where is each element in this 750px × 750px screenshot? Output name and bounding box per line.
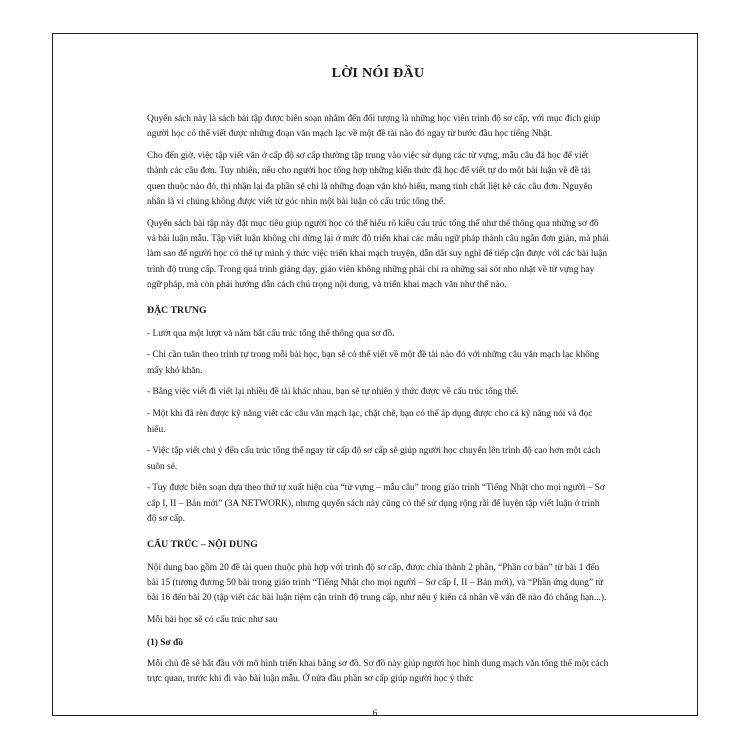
intro-paragraph-1: Quyển sách này là sách bài tập được biên soạn nhằm đến đối tượng là những học viên trình độ sơ cấp, với mục đích giúp người học có thể viết được những đoạn văn mạch lạc về một đề tài nào đó ngay từ bước đầu học tiếng Nhật. <box>147 114 601 140</box>
intro-paragraph-2: Cho đến giờ, việc tập viết văn ở cấp độ sơ cấp thường tập trung vào việc sử dụng các từ vựng, mẫu câu đã học để viết thành các câu đơn. Tuy nhiên, nếu cho người học tổng hợp những kiến thức đã học để viết tự do một bài luận về đề tài quen thuộc nào đó, thì nhận lại đa phần sẽ chỉ là những đoạn văn khó hiểu, mang tính chất liệt kê các câu đơn. Nguyên nhân là vì chúng không được viết từ góc nhìn một bài luận có cấu trúc tổng thể. <box>147 151 593 207</box>
structure-note: Mỗi bài học sẽ có cấu trúc như sau <box>147 615 278 626</box>
page-content <box>147 66 609 694</box>
section-1-paragraph: Mỗi chủ đề sẽ bắt đầu với mô hình triển khai bằng sơ đồ. Sơ đồ này giúp người học hình dung mạch văn tổng thể một cách trực quan, trước khi đi vào bài luận mẫu. Ở nửa đầu phần sơ cấp giúp người học ý thức <box>147 658 609 684</box>
intro-paragraph-3: Quyển sách bài tập này đặt mục tiêu giúp người học có thể hiểu rõ kiểu cấu trúc tổng thể như thế thông qua những sơ đồ và bài luận mẫu. Tập viết luận không chỉ dừng lại ở mức độ triển khai các mẫu ngữ pháp thành câu ngắn đơn giản, mà phải làm sao để người học có thể tự mình ý thức việc triển khai mạch truyện, dẫn dắt suy nghĩ để tiếp cận được với các bài luận trình độ trung cấp. Trong quá trình giảng dạy, giáo viên không những phải chỉ ra những sai sót nho nhặt về từ vựng hay ngữ pháp, mà còn phải hướng dẫn cách chú trọng nội dung, và triển khai mạch văn như thế nào. <box>147 218 609 290</box>
structure-paragraph: Nội dung bao gồm 20 đề tài quen thuộc phù hợp với trình độ sơ cấp, được chia thành 2 phần, “Phần cơ bản” từ bài 1 đến bài 15 (tương đương 50 bài trong giáo trình “Tiếng Nhật cho mọi người – Sơ cấp I, II – Bản mới), và “Phần ứng dụng” từ bài 16 đến bài 20 (tập viết các bài luận tiệm cận trình độ trung cấp, như nêu ý kiến cá nhân về vấn đề nào đó chẳng hạn...). <box>147 562 607 604</box>
book-page <box>52 33 698 719</box>
feature-item-4: - Một khi đã rèn được kỹ năng viết các câu văn mạch lạc, chặt chẽ, bạn có thể áp dụng được cho cả kỹ năng nói và đọc hiểu. <box>147 409 593 435</box>
structure-heading: CẤU TRÚC – NỘI DUNG <box>147 539 258 551</box>
feature-item-3: - Bằng việc viết đi viết lại nhiều đề tài khác nhau, bạn sẽ tự nhiên ý thức được về cấu trúc tổng thể. <box>147 387 519 398</box>
feature-item-2: - Chỉ cần tuân theo trình tự trong mỗi bài học, bạn sẽ có thể viết về một đề tài nào đó với những câu văn mạch lạc không mấy khó khăn. <box>147 350 600 376</box>
feature-item-5: - Việc tập viết chú ý đến cấu trúc tổng thể ngay từ cấp độ sơ cấp sẽ giúp người học chuyển lên trình độ cao hơn một cách suôn sẻ. <box>147 446 601 472</box>
features-heading: ĐẶC TRƯNG <box>147 305 207 317</box>
feature-item-1: - Lướt qua một lượt và nắm bắt cấu trúc tổng thể thông qua sơ đồ. <box>147 328 395 339</box>
page-number: 6 <box>372 709 378 719</box>
section-1-heading: (1) Sơ đồ <box>147 638 183 649</box>
feature-item-6: - Tuy được biên soạn dựa theo thứ tự xuất hiện của “từ vựng – mẫu câu” trong giáo trình “Tiếng Nhật cho mọi người – Sơ cấp I, II – Bản mới” (3A NETWORK), nhưng quyển sách này cũng có thể sử dụng rộng rãi để luyện tập viết luận ở trình độ sơ cấp. <box>147 483 605 525</box>
page-title: LỜI NÓI ĐẦU <box>331 66 425 81</box>
